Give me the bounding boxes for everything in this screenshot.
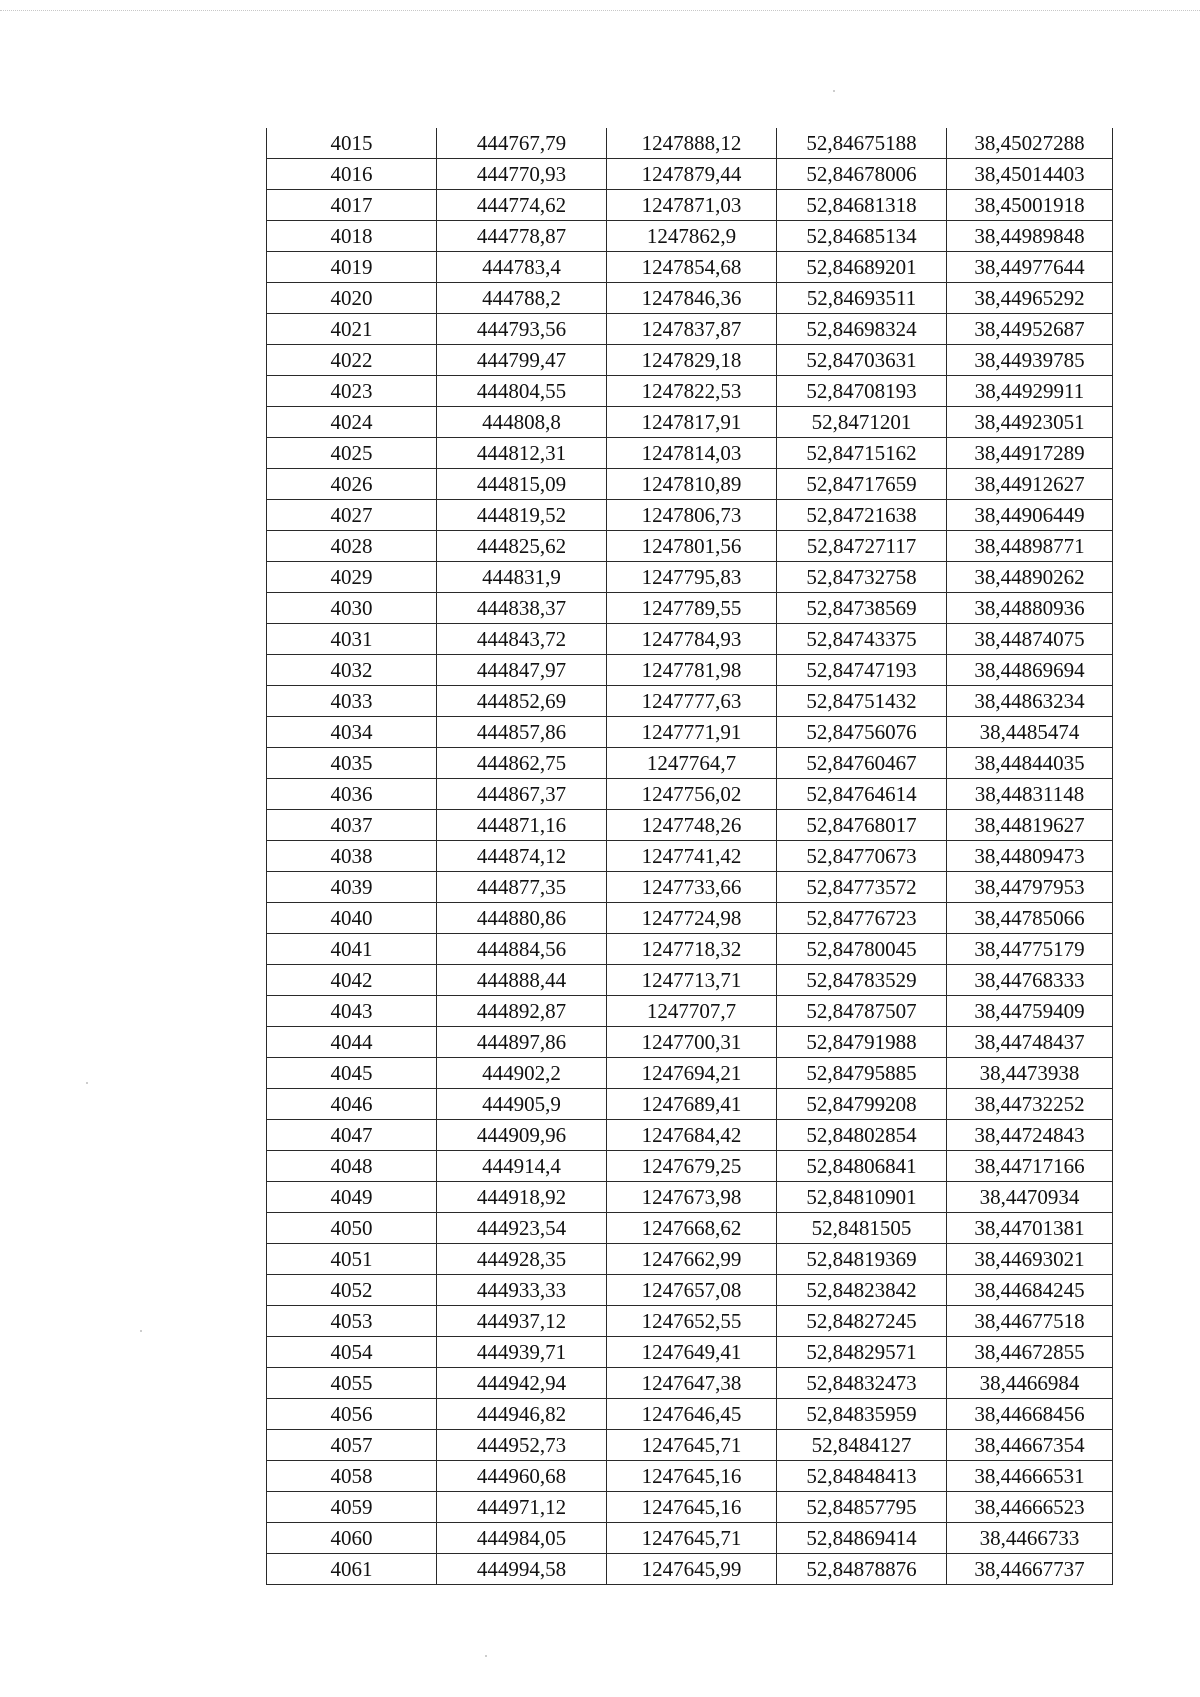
y-coordinate-cell: 1247689,41 (607, 1089, 777, 1120)
table-row (267, 314, 1113, 345)
latitude-cell: 52,84806841 (777, 1151, 947, 1182)
y-coordinate-cell: 1247649,41 (607, 1337, 777, 1368)
longitude-cell: 38,44724843 (947, 1120, 1113, 1151)
x-coordinate-cell: 444838,37 (437, 593, 607, 624)
point-number-cell: 4045 (267, 1058, 437, 1089)
y-coordinate-cell: 1247668,62 (607, 1213, 777, 1244)
x-coordinate-cell: 444799,47 (437, 345, 607, 376)
latitude-cell: 52,84747193 (777, 655, 947, 686)
y-coordinate-cell: 1247817,91 (607, 407, 777, 438)
table-row (267, 562, 1113, 593)
latitude-cell: 52,84810901 (777, 1182, 947, 1213)
table-row (267, 1461, 1113, 1492)
point-number-cell: 4047 (267, 1120, 437, 1151)
latitude-cell: 52,84743375 (777, 624, 947, 655)
longitude-cell: 38,44890262 (947, 562, 1113, 593)
table-row (267, 221, 1113, 252)
longitude-cell: 38,44732252 (947, 1089, 1113, 1120)
longitude-cell: 38,44684245 (947, 1275, 1113, 1306)
y-coordinate-cell: 1247645,71 (607, 1430, 777, 1461)
point-number-cell: 4026 (267, 469, 437, 500)
x-coordinate-cell: 444819,52 (437, 500, 607, 531)
point-number-cell: 4033 (267, 686, 437, 717)
table-row (267, 128, 1113, 159)
longitude-cell: 38,44906449 (947, 500, 1113, 531)
scan-speck (86, 1082, 88, 1084)
longitude-cell: 38,44917289 (947, 438, 1113, 469)
point-number-cell: 4042 (267, 965, 437, 996)
x-coordinate-cell: 444994,58 (437, 1554, 607, 1585)
point-number-cell: 4041 (267, 934, 437, 965)
y-coordinate-cell: 1247733,66 (607, 872, 777, 903)
point-number-cell: 4057 (267, 1430, 437, 1461)
point-number-cell: 4035 (267, 748, 437, 779)
latitude-cell: 52,84819369 (777, 1244, 947, 1275)
longitude-cell: 38,44717166 (947, 1151, 1113, 1182)
longitude-cell: 38,4485474 (947, 717, 1113, 748)
table-row (267, 1492, 1113, 1523)
latitude-cell: 52,84832473 (777, 1368, 947, 1399)
longitude-cell: 38,44977644 (947, 252, 1113, 283)
point-number-cell: 4054 (267, 1337, 437, 1368)
y-coordinate-cell: 1247647,38 (607, 1368, 777, 1399)
table-row (267, 1368, 1113, 1399)
point-number-cell: 4052 (267, 1275, 437, 1306)
x-coordinate-cell: 444946,82 (437, 1399, 607, 1430)
point-number-cell: 4058 (267, 1461, 437, 1492)
longitude-cell: 38,45001918 (947, 190, 1113, 221)
latitude-cell: 52,84791988 (777, 1027, 947, 1058)
table-row (267, 1554, 1113, 1585)
x-coordinate-cell: 444909,96 (437, 1120, 607, 1151)
latitude-cell: 52,84780045 (777, 934, 947, 965)
x-coordinate-cell: 444888,44 (437, 965, 607, 996)
longitude-cell: 38,44693021 (947, 1244, 1113, 1275)
longitude-cell: 38,44768333 (947, 965, 1113, 996)
table-row (267, 1089, 1113, 1120)
y-coordinate-cell: 1247662,99 (607, 1244, 777, 1275)
longitude-cell: 38,44952687 (947, 314, 1113, 345)
table-row (267, 1027, 1113, 1058)
longitude-cell: 38,44672855 (947, 1337, 1113, 1368)
longitude-cell: 38,44748437 (947, 1027, 1113, 1058)
x-coordinate-cell: 444942,94 (437, 1368, 607, 1399)
x-coordinate-cell: 444939,71 (437, 1337, 607, 1368)
point-number-cell: 4020 (267, 283, 437, 314)
x-coordinate-cell: 444897,86 (437, 1027, 607, 1058)
y-coordinate-cell: 1247657,08 (607, 1275, 777, 1306)
latitude-cell: 52,84823842 (777, 1275, 947, 1306)
point-number-cell: 4040 (267, 903, 437, 934)
x-coordinate-cell: 444774,62 (437, 190, 607, 221)
longitude-cell: 38,44667354 (947, 1430, 1113, 1461)
latitude-cell: 52,84857795 (777, 1492, 947, 1523)
y-coordinate-cell: 1247771,91 (607, 717, 777, 748)
longitude-cell: 38,4466984 (947, 1368, 1113, 1399)
x-coordinate-cell: 444783,4 (437, 252, 607, 283)
y-coordinate-cell: 1247700,31 (607, 1027, 777, 1058)
y-coordinate-cell: 1247888,12 (607, 128, 777, 159)
table-row (267, 252, 1113, 283)
y-coordinate-cell: 1247673,98 (607, 1182, 777, 1213)
y-coordinate-cell: 1247814,03 (607, 438, 777, 469)
latitude-cell: 52,84751432 (777, 686, 947, 717)
longitude-cell: 38,44701381 (947, 1213, 1113, 1244)
table-row (267, 469, 1113, 500)
longitude-cell: 38,4470934 (947, 1182, 1113, 1213)
longitude-cell: 38,44666531 (947, 1461, 1113, 1492)
y-coordinate-cell: 1247781,98 (607, 655, 777, 686)
y-coordinate-cell: 1247862,9 (607, 221, 777, 252)
table-row (267, 1430, 1113, 1461)
x-coordinate-cell: 444770,93 (437, 159, 607, 190)
latitude-cell: 52,84738569 (777, 593, 947, 624)
x-coordinate-cell: 444874,12 (437, 841, 607, 872)
x-coordinate-cell: 444843,72 (437, 624, 607, 655)
x-coordinate-cell: 444812,31 (437, 438, 607, 469)
x-coordinate-cell: 444877,35 (437, 872, 607, 903)
point-number-cell: 4029 (267, 562, 437, 593)
point-number-cell: 4034 (267, 717, 437, 748)
x-coordinate-cell: 444857,86 (437, 717, 607, 748)
coordinates-table (266, 128, 1113, 1585)
scan-speck (833, 90, 835, 92)
table-row (267, 376, 1113, 407)
table-row (267, 903, 1113, 934)
point-number-cell: 4049 (267, 1182, 437, 1213)
x-coordinate-cell: 444918,92 (437, 1182, 607, 1213)
latitude-cell: 52,84878876 (777, 1554, 947, 1585)
longitude-cell: 38,44677518 (947, 1306, 1113, 1337)
point-number-cell: 4053 (267, 1306, 437, 1337)
longitude-cell: 38,44831148 (947, 779, 1113, 810)
latitude-cell: 52,84795885 (777, 1058, 947, 1089)
x-coordinate-cell: 444847,97 (437, 655, 607, 686)
y-coordinate-cell: 1247795,83 (607, 562, 777, 593)
table-row (267, 934, 1113, 965)
table-row (267, 1120, 1113, 1151)
x-coordinate-cell: 444808,8 (437, 407, 607, 438)
y-coordinate-cell: 1247837,87 (607, 314, 777, 345)
table-row (267, 748, 1113, 779)
table-row (267, 1151, 1113, 1182)
y-coordinate-cell: 1247645,16 (607, 1492, 777, 1523)
latitude-cell: 52,84721638 (777, 500, 947, 531)
table-row (267, 159, 1113, 190)
y-coordinate-cell: 1247684,42 (607, 1120, 777, 1151)
longitude-cell: 38,44819627 (947, 810, 1113, 841)
x-coordinate-cell: 444804,55 (437, 376, 607, 407)
x-coordinate-cell: 444905,9 (437, 1089, 607, 1120)
x-coordinate-cell: 444928,35 (437, 1244, 607, 1275)
x-coordinate-cell: 444778,87 (437, 221, 607, 252)
latitude-cell: 52,84869414 (777, 1523, 947, 1554)
y-coordinate-cell: 1247741,42 (607, 841, 777, 872)
point-number-cell: 4036 (267, 779, 437, 810)
table-row (267, 717, 1113, 748)
latitude-cell: 52,84681318 (777, 190, 947, 221)
y-coordinate-cell: 1247724,98 (607, 903, 777, 934)
y-coordinate-cell: 1247748,26 (607, 810, 777, 841)
latitude-cell: 52,84698324 (777, 314, 947, 345)
longitude-cell: 38,45027288 (947, 128, 1113, 159)
coordinates-table-body (267, 128, 1113, 1585)
x-coordinate-cell: 444892,87 (437, 996, 607, 1027)
latitude-cell: 52,84715162 (777, 438, 947, 469)
latitude-cell: 52,84768017 (777, 810, 947, 841)
point-number-cell: 4039 (267, 872, 437, 903)
y-coordinate-cell: 1247829,18 (607, 345, 777, 376)
table-row (267, 1058, 1113, 1089)
x-coordinate-cell: 444825,62 (437, 531, 607, 562)
scan-speck (140, 1330, 142, 1332)
x-coordinate-cell: 444884,56 (437, 934, 607, 965)
y-coordinate-cell: 1247822,53 (607, 376, 777, 407)
longitude-cell: 38,44929911 (947, 376, 1113, 407)
longitude-cell: 38,44874075 (947, 624, 1113, 655)
longitude-cell: 38,44666523 (947, 1492, 1113, 1523)
table-row (267, 655, 1113, 686)
point-number-cell: 4027 (267, 500, 437, 531)
x-coordinate-cell: 444984,05 (437, 1523, 607, 1554)
latitude-cell: 52,84693511 (777, 283, 947, 314)
x-coordinate-cell: 444852,69 (437, 686, 607, 717)
longitude-cell: 38,45014403 (947, 159, 1113, 190)
table-row (267, 438, 1113, 469)
point-number-cell: 4059 (267, 1492, 437, 1523)
y-coordinate-cell: 1247777,63 (607, 686, 777, 717)
point-number-cell: 4030 (267, 593, 437, 624)
x-coordinate-cell: 444815,09 (437, 469, 607, 500)
table-row (267, 190, 1113, 221)
table-row (267, 1244, 1113, 1275)
point-number-cell: 4031 (267, 624, 437, 655)
table-row (267, 1275, 1113, 1306)
x-coordinate-cell: 444960,68 (437, 1461, 607, 1492)
y-coordinate-cell: 1247645,99 (607, 1554, 777, 1585)
longitude-cell: 38,44863234 (947, 686, 1113, 717)
y-coordinate-cell: 1247645,71 (607, 1523, 777, 1554)
point-number-cell: 4043 (267, 996, 437, 1027)
longitude-cell: 38,44844035 (947, 748, 1113, 779)
y-coordinate-cell: 1247756,02 (607, 779, 777, 810)
latitude-cell: 52,84770673 (777, 841, 947, 872)
y-coordinate-cell: 1247679,25 (607, 1151, 777, 1182)
point-number-cell: 4037 (267, 810, 437, 841)
table-row (267, 965, 1113, 996)
point-number-cell: 4046 (267, 1089, 437, 1120)
scan-top-edge-line (0, 10, 1200, 11)
table-row (267, 810, 1113, 841)
point-number-cell: 4048 (267, 1151, 437, 1182)
y-coordinate-cell: 1247789,55 (607, 593, 777, 624)
point-number-cell: 4022 (267, 345, 437, 376)
x-coordinate-cell: 444862,75 (437, 748, 607, 779)
point-number-cell: 4032 (267, 655, 437, 686)
latitude-cell: 52,84717659 (777, 469, 947, 500)
y-coordinate-cell: 1247879,44 (607, 159, 777, 190)
point-number-cell: 4016 (267, 159, 437, 190)
latitude-cell: 52,84773572 (777, 872, 947, 903)
point-number-cell: 4061 (267, 1554, 437, 1585)
latitude-cell: 52,84799208 (777, 1089, 947, 1120)
point-number-cell: 4038 (267, 841, 437, 872)
y-coordinate-cell: 1247645,16 (607, 1461, 777, 1492)
longitude-cell: 38,44965292 (947, 283, 1113, 314)
table-row (267, 1306, 1113, 1337)
point-number-cell: 4021 (267, 314, 437, 345)
x-coordinate-cell: 444923,54 (437, 1213, 607, 1244)
longitude-cell: 38,4473938 (947, 1058, 1113, 1089)
y-coordinate-cell: 1247694,21 (607, 1058, 777, 1089)
point-number-cell: 4024 (267, 407, 437, 438)
point-number-cell: 4015 (267, 128, 437, 159)
latitude-cell: 52,8471201 (777, 407, 947, 438)
latitude-cell: 52,84689201 (777, 252, 947, 283)
latitude-cell: 52,8484127 (777, 1430, 947, 1461)
latitude-cell: 52,84827245 (777, 1306, 947, 1337)
y-coordinate-cell: 1247801,56 (607, 531, 777, 562)
y-coordinate-cell: 1247784,93 (607, 624, 777, 655)
point-number-cell: 4055 (267, 1368, 437, 1399)
y-coordinate-cell: 1247871,03 (607, 190, 777, 221)
x-coordinate-cell: 444971,12 (437, 1492, 607, 1523)
table-row (267, 1337, 1113, 1368)
table-row (267, 407, 1113, 438)
x-coordinate-cell: 444867,37 (437, 779, 607, 810)
longitude-cell: 38,44775179 (947, 934, 1113, 965)
point-number-cell: 4056 (267, 1399, 437, 1430)
longitude-cell: 38,4466733 (947, 1523, 1113, 1554)
point-number-cell: 4051 (267, 1244, 437, 1275)
table-row (267, 1399, 1113, 1430)
y-coordinate-cell: 1247846,36 (607, 283, 777, 314)
x-coordinate-cell: 444937,12 (437, 1306, 607, 1337)
latitude-cell: 52,84783529 (777, 965, 947, 996)
table-row (267, 1213, 1113, 1244)
longitude-cell: 38,44759409 (947, 996, 1113, 1027)
latitude-cell: 52,84764614 (777, 779, 947, 810)
y-coordinate-cell: 1247764,7 (607, 748, 777, 779)
latitude-cell: 52,84727117 (777, 531, 947, 562)
longitude-cell: 38,44869694 (947, 655, 1113, 686)
y-coordinate-cell: 1247646,45 (607, 1399, 777, 1430)
scan-speck (485, 1655, 487, 1657)
longitude-cell: 38,44939785 (947, 345, 1113, 376)
point-number-cell: 4023 (267, 376, 437, 407)
latitude-cell: 52,84802854 (777, 1120, 947, 1151)
table-row (267, 996, 1113, 1027)
table-row (267, 1523, 1113, 1554)
table-row (267, 345, 1113, 376)
longitude-cell: 38,44785066 (947, 903, 1113, 934)
x-coordinate-cell: 444933,33 (437, 1275, 607, 1306)
point-number-cell: 4019 (267, 252, 437, 283)
y-coordinate-cell: 1247810,89 (607, 469, 777, 500)
latitude-cell: 52,84685134 (777, 221, 947, 252)
longitude-cell: 38,44923051 (947, 407, 1113, 438)
latitude-cell: 52,8481505 (777, 1213, 947, 1244)
y-coordinate-cell: 1247806,73 (607, 500, 777, 531)
longitude-cell: 38,44912627 (947, 469, 1113, 500)
table-row (267, 283, 1113, 314)
latitude-cell: 52,84829571 (777, 1337, 947, 1368)
x-coordinate-cell: 444902,2 (437, 1058, 607, 1089)
point-number-cell: 4044 (267, 1027, 437, 1058)
latitude-cell: 52,84756076 (777, 717, 947, 748)
longitude-cell: 38,44668456 (947, 1399, 1113, 1430)
table-row (267, 500, 1113, 531)
longitude-cell: 38,44989848 (947, 221, 1113, 252)
x-coordinate-cell: 444793,56 (437, 314, 607, 345)
latitude-cell: 52,84675188 (777, 128, 947, 159)
latitude-cell: 52,84776723 (777, 903, 947, 934)
x-coordinate-cell: 444914,4 (437, 1151, 607, 1182)
x-coordinate-cell: 444880,86 (437, 903, 607, 934)
point-number-cell: 4018 (267, 221, 437, 252)
latitude-cell: 52,84678006 (777, 159, 947, 190)
longitude-cell: 38,44898771 (947, 531, 1113, 562)
table-row (267, 1182, 1113, 1213)
table-row (267, 593, 1113, 624)
y-coordinate-cell: 1247854,68 (607, 252, 777, 283)
longitude-cell: 38,44797953 (947, 872, 1113, 903)
latitude-cell: 52,84708193 (777, 376, 947, 407)
x-coordinate-cell: 444952,73 (437, 1430, 607, 1461)
latitude-cell: 52,84760467 (777, 748, 947, 779)
longitude-cell: 38,44809473 (947, 841, 1113, 872)
latitude-cell: 52,84703631 (777, 345, 947, 376)
table-row (267, 841, 1113, 872)
y-coordinate-cell: 1247713,71 (607, 965, 777, 996)
latitude-cell: 52,84732758 (777, 562, 947, 593)
table-row (267, 531, 1113, 562)
x-coordinate-cell: 444788,2 (437, 283, 607, 314)
point-number-cell: 4017 (267, 190, 437, 221)
longitude-cell: 38,44880936 (947, 593, 1113, 624)
table-row (267, 779, 1113, 810)
point-number-cell: 4025 (267, 438, 437, 469)
y-coordinate-cell: 1247652,55 (607, 1306, 777, 1337)
table-row (267, 872, 1113, 903)
y-coordinate-cell: 1247707,7 (607, 996, 777, 1027)
y-coordinate-cell: 1247718,32 (607, 934, 777, 965)
x-coordinate-cell: 444767,79 (437, 128, 607, 159)
table-row (267, 624, 1113, 655)
x-coordinate-cell: 444831,9 (437, 562, 607, 593)
point-number-cell: 4050 (267, 1213, 437, 1244)
table-row (267, 686, 1113, 717)
latitude-cell: 52,84835959 (777, 1399, 947, 1430)
point-number-cell: 4028 (267, 531, 437, 562)
x-coordinate-cell: 444871,16 (437, 810, 607, 841)
point-number-cell: 4060 (267, 1523, 437, 1554)
latitude-cell: 52,84848413 (777, 1461, 947, 1492)
latitude-cell: 52,84787507 (777, 996, 947, 1027)
longitude-cell: 38,44667737 (947, 1554, 1113, 1585)
